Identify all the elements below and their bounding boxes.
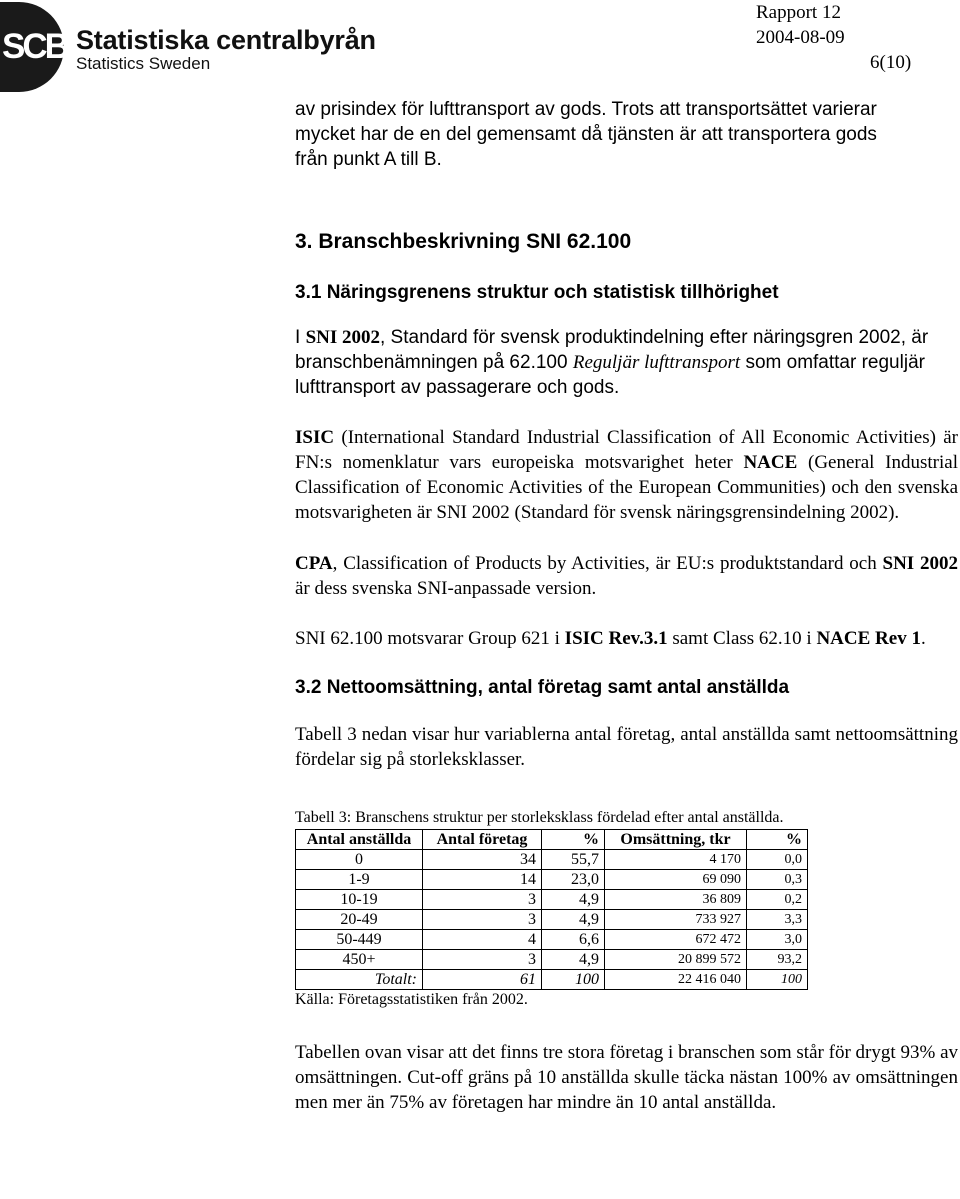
table-row: 50-449 4 6,6 672 472 3,0 (296, 930, 808, 950)
table-caption: Tabell 3: Branschens struktur per storleksklass fördelad efter antal anställda. (295, 809, 784, 826)
branch-name: Reguljär lufttransport (572, 352, 741, 373)
closing-paragraph: Tabellen ovan visar att det finns tre stora företag i branschen som står för drygt 93% av omsättningen. Cut-off gräns på 10 anställda skulle täcka nästan 100% av omsättningen men mer än 75% av företagen har mindre än 10 antal anställda. (295, 1042, 958, 1113)
sni-bold: SNI 2002 (305, 327, 380, 348)
sni-paragraph: I SNI 2002, Standard för svensk produktindelning efter näringsgren 2002, är branschbenämningen på 62.100 Reguljär lufttransport som omfattar reguljär lufttransport av passagerare och gods. (295, 327, 929, 398)
header-turnover: Omsättning, tkr (605, 830, 747, 850)
org-name-en: Statistics Sweden (76, 54, 211, 73)
page-number: 6(10) (870, 52, 912, 73)
org-name: Statistiska centralbyrån (76, 25, 376, 55)
table-row: 0 34 55,7 4 170 0,0 (296, 850, 808, 870)
isic-paragraph: ISIC (International Standard Industrial Classification of All Economic Activities) är FN:s nomenklatur vars europeiska motsvarighet heter NACE (General Industrial Classification of Economic Activities of the European Communities) och den svenska motsvarigheten är SNI 2002 (Standard för svensk näringsgrensindelning 2002). (295, 427, 958, 523)
header-percent-turnover: % (747, 830, 808, 850)
structure-table (295, 829, 808, 990)
table-intro-paragraph: Tabell 3 nedan visar hur variablerna antal företag, antal anställda samt nettoomsättning fördelar sig på storleksklasser. (295, 724, 958, 770)
table-row: 10-19 3 4,9 36 809 0,2 (296, 890, 808, 910)
table-header-row (296, 830, 808, 850)
sni-mapping-paragraph: SNI 62.100 motsvarar Group 621 i ISIC Rev.3.1 samt Class 62.10 i NACE Rev 1. (295, 628, 926, 649)
report-number: Rapport 12 (756, 2, 841, 23)
table-row: 450+ 3 4,9 20 899 572 93,2 (296, 950, 808, 970)
scb-logo (0, 0, 400, 96)
page-content (295, 97, 958, 1115)
table-row: 20-49 3 4,9 733 927 3,3 (296, 910, 808, 930)
scb-logo-mark: SCB (0, 2, 64, 92)
table-row: 1-9 14 23,0 69 090 0,3 (296, 870, 808, 890)
header-companies: Antal företag (423, 830, 542, 850)
section-3-title: 3. Branschbeskrivning SNI 62.100 (295, 230, 632, 253)
header-percent-companies: % (542, 830, 605, 850)
section-3-2-title: 3.2 Nettoomsättning, antal företag samt antal anställda (295, 677, 790, 698)
table-total-row: Totalt: 61 100 22 416 040 100 (296, 970, 808, 990)
cpa-paragraph: CPA, Classification of Products by Activities, är EU:s produktstandard och SNI 2002 är dess svenska SNI-anpassade version. (295, 553, 958, 599)
header-employees: Antal anställda (296, 830, 423, 850)
table-source: Källa: Företagsstatistiken från 2002. (295, 991, 528, 1008)
intro-paragraph: av prisindex för lufttransport av gods. Trots att transportsättet varierar mycket har de en del gemensamt då tjänsten är att transportera gods från punkt A till B. (295, 99, 877, 170)
section-3-1-title: 3.1 Näringsgrenens struktur och statistisk tillhörighet (295, 282, 779, 303)
report-date: 2004-08-09 (756, 27, 845, 48)
